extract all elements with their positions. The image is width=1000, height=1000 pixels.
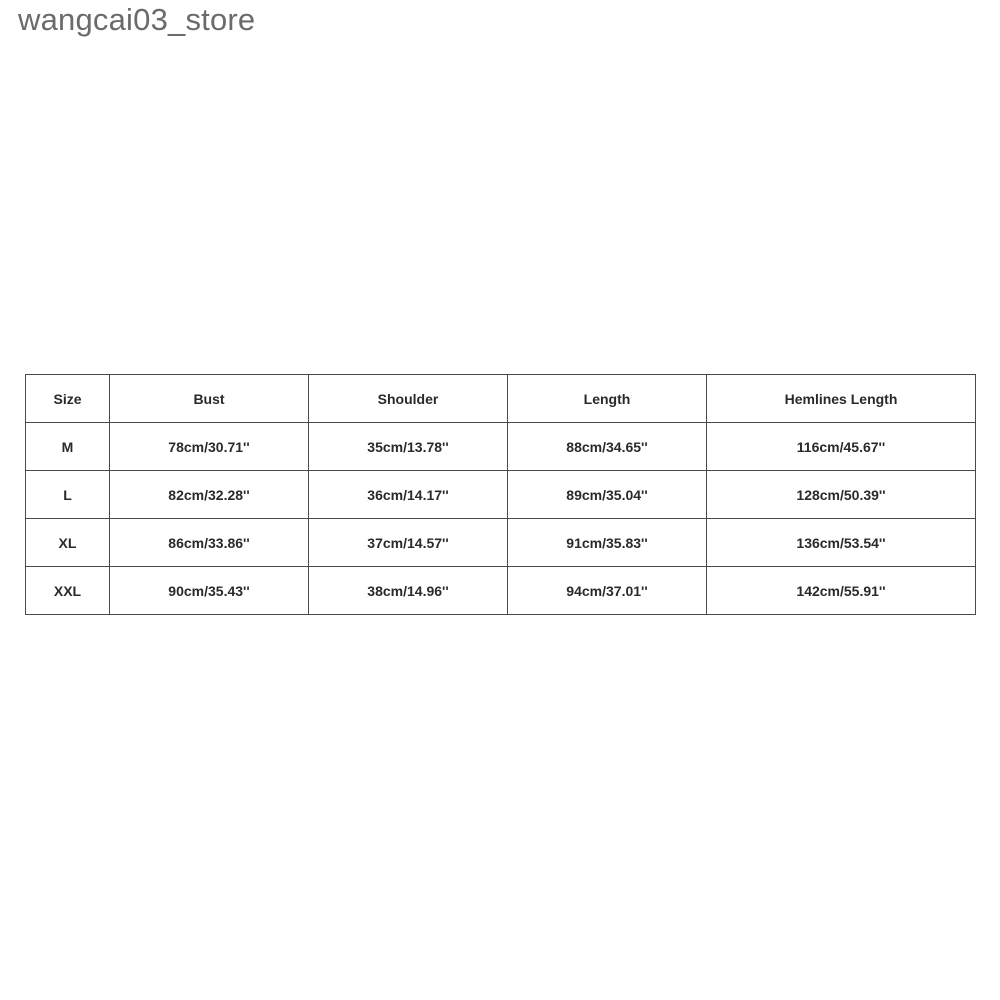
table-row (26, 471, 976, 519)
cell-shoulder: 37cm/14.57'' (309, 519, 508, 567)
table-row (26, 423, 976, 471)
store-watermark: wangcai03_store (18, 2, 256, 37)
cell-size: M (26, 423, 110, 471)
cell-shoulder: 38cm/14.96'' (309, 567, 508, 615)
cell-length: 89cm/35.04'' (508, 471, 707, 519)
cell-size: L (26, 471, 110, 519)
cell-bust: 86cm/33.86'' (110, 519, 309, 567)
cell-length: 94cm/37.01'' (508, 567, 707, 615)
size-chart-table (25, 374, 976, 615)
header-bust: Bust (110, 375, 309, 423)
cell-hemlines-length: 128cm/50.39'' (707, 471, 976, 519)
table-row (26, 567, 976, 615)
header-hemlines-length: Hemlines Length (707, 375, 976, 423)
cell-hemlines-length: 116cm/45.67'' (707, 423, 976, 471)
cell-length: 88cm/34.65'' (508, 423, 707, 471)
cell-bust: 78cm/30.71'' (110, 423, 309, 471)
cell-size: XXL (26, 567, 110, 615)
cell-size: XL (26, 519, 110, 567)
table-row (26, 519, 976, 567)
cell-hemlines-length: 136cm/53.54'' (707, 519, 976, 567)
cell-shoulder: 35cm/13.78'' (309, 423, 508, 471)
table-header-row (26, 375, 976, 423)
cell-shoulder: 36cm/14.17'' (309, 471, 508, 519)
cell-hemlines-length: 142cm/55.91'' (707, 567, 976, 615)
cell-bust: 82cm/32.28'' (110, 471, 309, 519)
header-shoulder: Shoulder (309, 375, 508, 423)
header-length: Length (508, 375, 707, 423)
cell-length: 91cm/35.83'' (508, 519, 707, 567)
cell-bust: 90cm/35.43'' (110, 567, 309, 615)
header-size: Size (26, 375, 110, 423)
